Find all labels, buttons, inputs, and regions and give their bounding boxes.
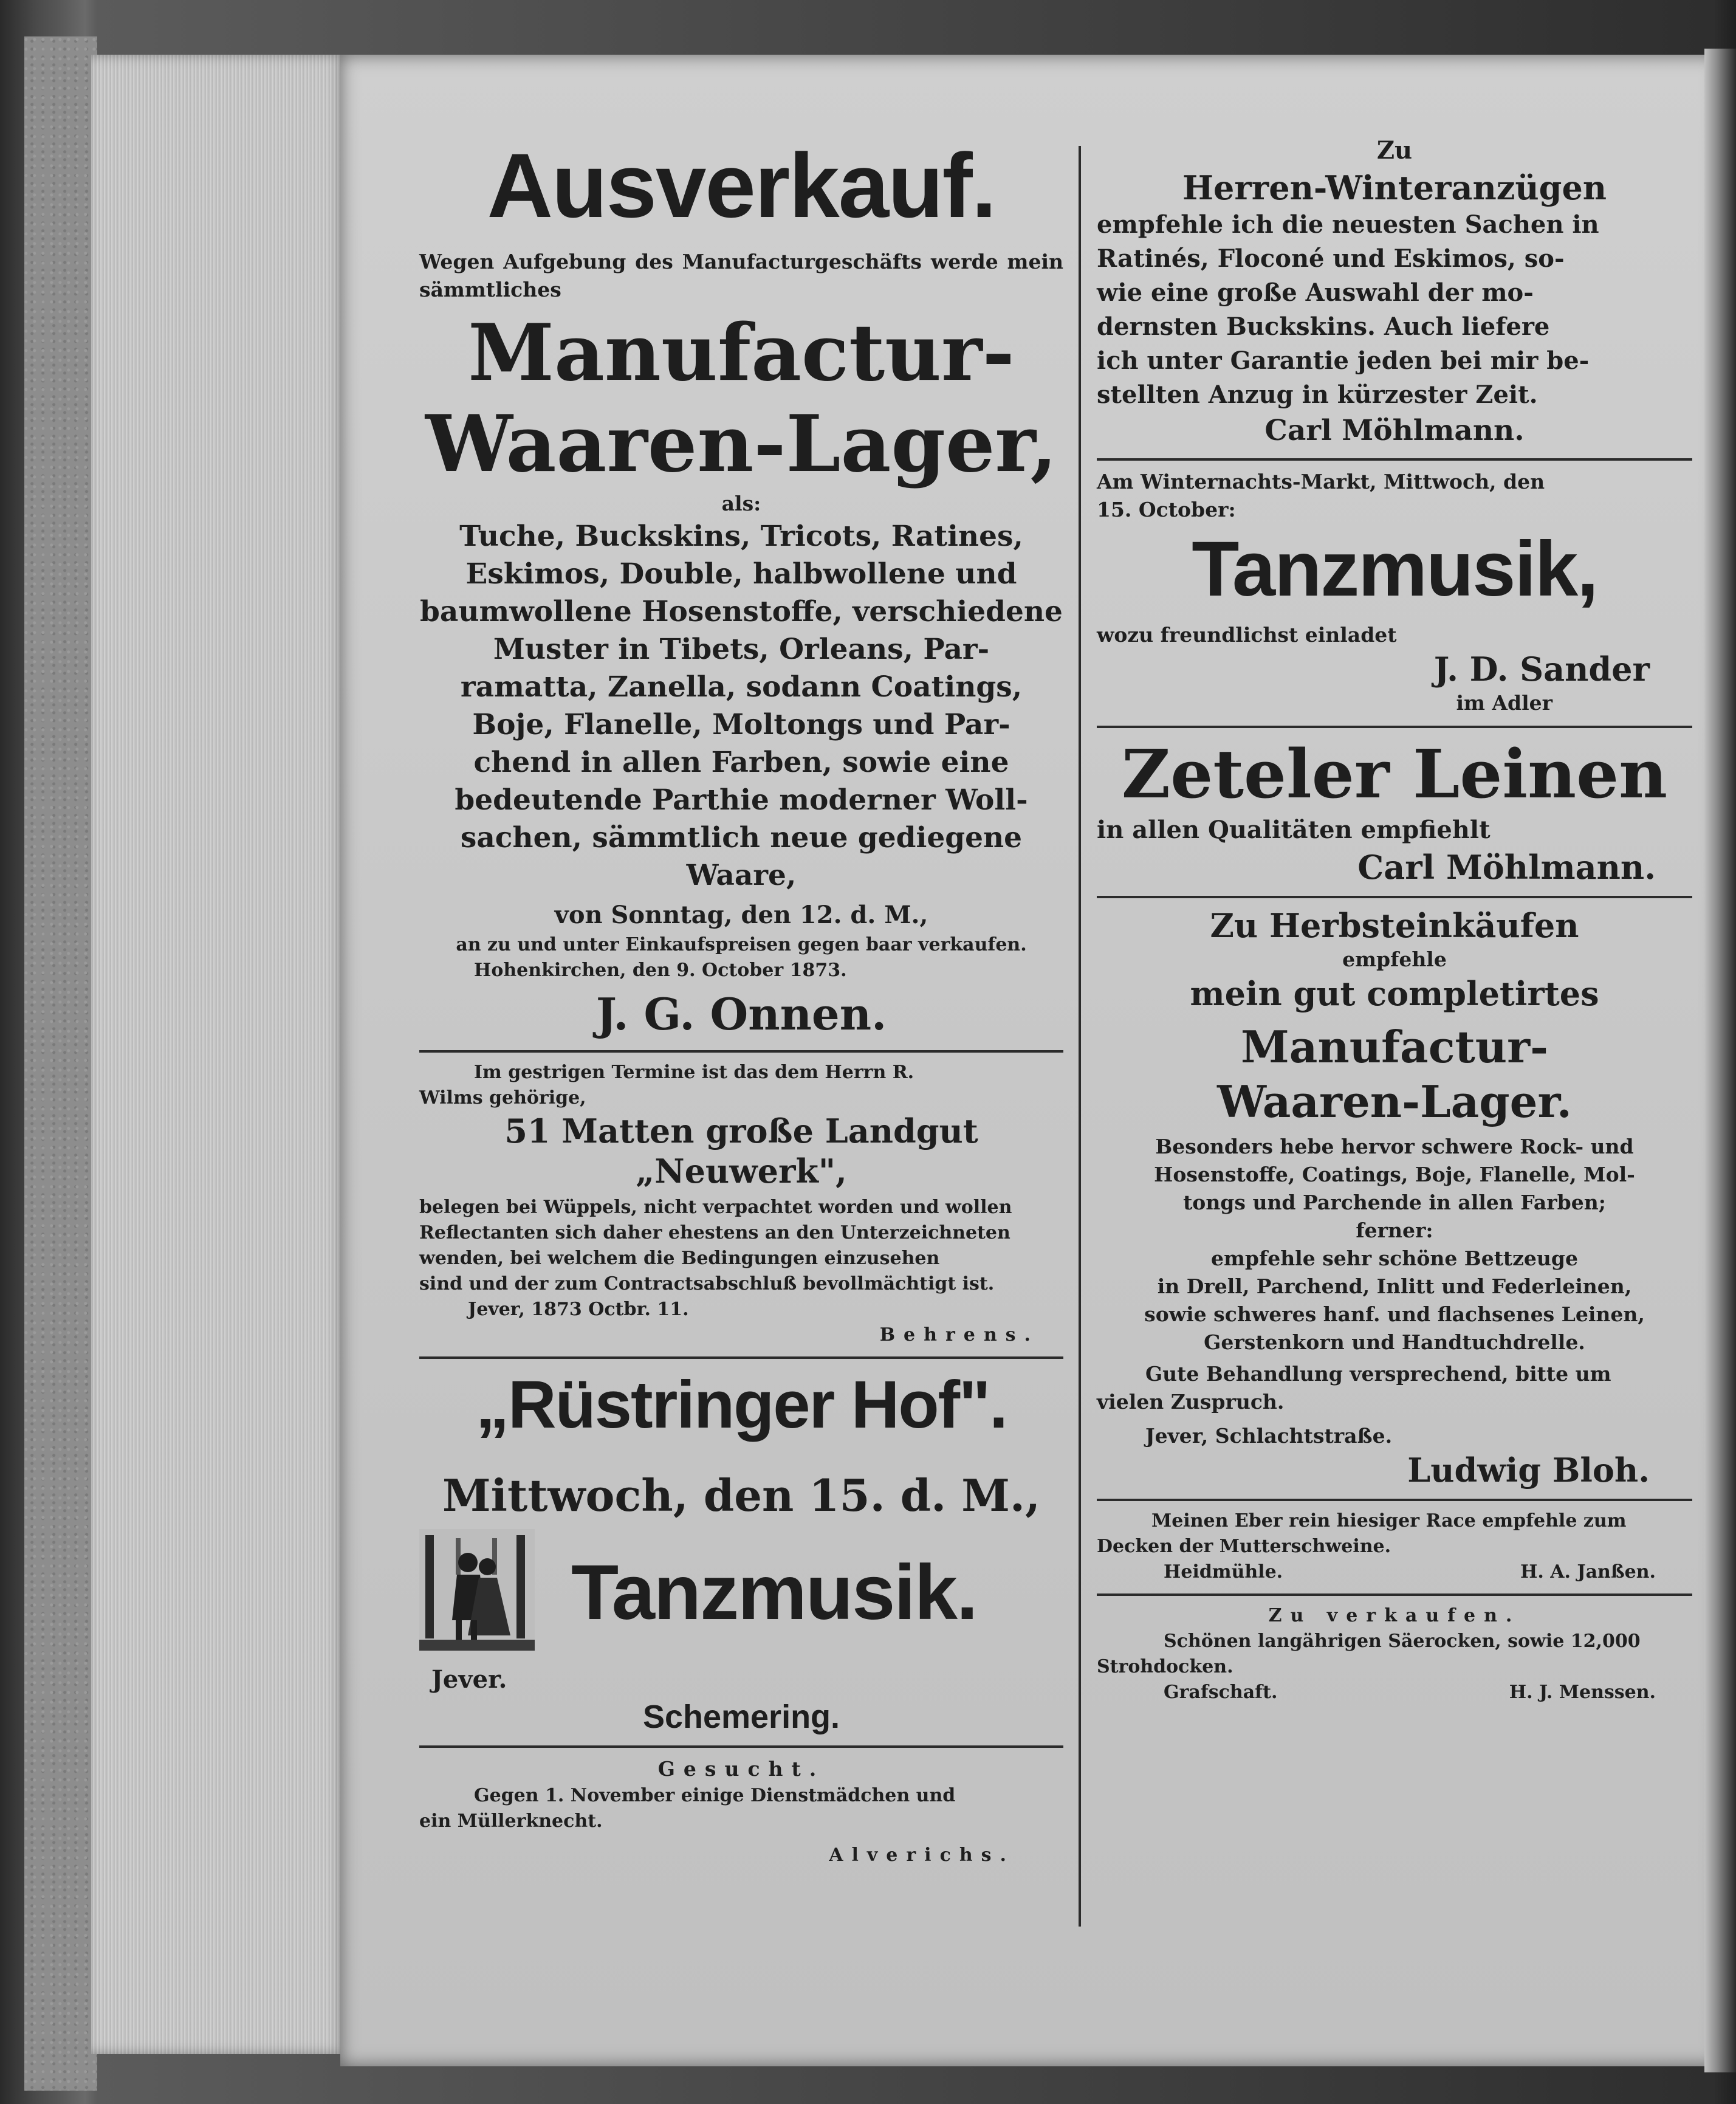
ad-place-date: Jever, 1873 Octbr. 11.	[468, 1299, 689, 1320]
ad-body-2	[1097, 1245, 1692, 1356]
ad-landgut	[419, 1060, 1063, 1348]
ad-heading: Gesucht.	[657, 1757, 825, 1781]
ad-body	[419, 1195, 1063, 1297]
ad-title-line2: Waaren-Lager,	[425, 399, 1058, 490]
ad-location: im Adler	[1456, 691, 1552, 715]
ad-separator	[1097, 726, 1692, 728]
ad-event: Tanzmusik,	[1192, 526, 1597, 613]
ad-invite: wozu freundlichst einladet	[1097, 623, 1397, 647]
ad-estate-name: „Neuwerk",	[636, 1152, 847, 1191]
body-line: Waare,	[686, 859, 797, 892]
ad-title: Zeteler Leinen	[1121, 735, 1668, 813]
body-line: Hosenstoffe, Coatings, Boje, Flanelle, Mol-	[1154, 1163, 1635, 1186]
ad-title: Zu Herbsteinkäufen	[1210, 906, 1579, 945]
ad-separator	[1097, 1593, 1692, 1596]
ad-intro	[419, 1060, 1063, 1111]
ad-ferner: ferner:	[1356, 1219, 1433, 1242]
ad-title: Herren-Winteranzügen	[1182, 168, 1607, 207]
ad-headline: 51 Matten große Landgut	[504, 1112, 978, 1150]
ad-ausverkauf	[419, 134, 1063, 1042]
ad-pre: Zu	[1376, 136, 1413, 165]
body-line: Strohdocken.	[1097, 1656, 1233, 1677]
closing-line: Gute Behandlung versprechend, bitte um	[1145, 1362, 1611, 1386]
ad-signature: Ludwig Bloh.	[1407, 1451, 1650, 1490]
ad-signature: H. A. Janßen.	[1520, 1561, 1656, 1583]
body-line: baumwollene Hosenstoffe, verschiedene	[420, 595, 1063, 628]
ad-separator	[419, 1050, 1063, 1053]
body-line: tongs und Parchende in allen Farben;	[1183, 1191, 1606, 1214]
body-line: stellten Anzug in kürzester Zeit.	[1097, 380, 1538, 409]
intro-line: Am Winternachts-Markt, Mittwoch, den	[1097, 470, 1545, 493]
ad-separator	[419, 1745, 1063, 1748]
ad-zu-verkaufen	[1097, 1603, 1692, 1705]
body-line: Eskimos, Double, halbwollene und	[465, 557, 1017, 591]
ad-footer	[1097, 1680, 1692, 1705]
ad-heading: Ausverkauf.	[487, 134, 996, 236]
body-line: empfehle sehr schöne Bettzeuge	[1211, 1246, 1578, 1270]
body-line: belegen bei Wüppels, nicht verpachtet worden und wollen	[419, 1197, 1012, 1218]
body-line: chend in allen Farben, sowie eine	[473, 746, 1009, 779]
ad-separator	[1097, 458, 1692, 461]
ad-body	[419, 1783, 1063, 1834]
ad-title-line2: Waaren-Lager.	[1217, 1076, 1572, 1127]
event-row	[419, 1529, 1063, 1663]
ad-ruestringer-hof	[419, 1366, 1063, 1737]
ad-sale-line: an zu und unter Einkaufspreisen gegen baar verkaufen.	[456, 934, 1027, 955]
ad-signature: Alverichs.	[829, 1844, 1015, 1866]
ad-herren-winteranzuege	[1097, 134, 1692, 450]
body-line: ich unter Garantie jeden bei mir be-	[1097, 346, 1590, 375]
book-page-edges	[91, 55, 346, 2054]
ad-gesucht	[419, 1755, 1063, 1868]
ad-place: Jever, Schlachtstraße.	[1145, 1424, 1393, 1448]
body-line: Gegen 1. November einige Dienstmädchen und	[474, 1785, 956, 1806]
body-line: Muster in Tibets, Orleans, Par-	[493, 633, 990, 666]
ad-body	[1097, 208, 1692, 412]
ad-signature: Behrens.	[879, 1324, 1039, 1346]
ad-place: Jever.	[431, 1665, 507, 1694]
body-line: bedeutende Parthie moderner Woll-	[455, 783, 1028, 817]
body-line: Boje, Flanelle, Moltongs und Par-	[472, 708, 1010, 741]
ad-body	[419, 518, 1063, 895]
intro-line: Wilms gehörige,	[419, 1087, 586, 1109]
body-line: wenden, bei welchem die Bedingungen einzusehen	[419, 1248, 940, 1269]
body-line: Gerstenkorn und Handtuchdrelle.	[1204, 1330, 1585, 1354]
ad-intro: Wegen Aufgebung des Manufacturgeschäfts werde mein sämmtliches	[419, 250, 1063, 301]
ad-signature: J. G. Onnen.	[595, 988, 887, 1040]
ad-separator	[419, 1356, 1063, 1359]
ad-place: Grafschaft.	[1164, 1682, 1278, 1703]
left-column	[419, 85, 1063, 1868]
dancing-couple-woodcut-icon	[419, 1529, 535, 1651]
ad-signature: Carl Möhlmann.	[1264, 414, 1525, 447]
body-line: sind und der zum Contractsabschluß bevollmächtigt ist.	[419, 1273, 995, 1294]
ad-herbsteinkaeufe	[1097, 906, 1692, 1490]
ad-subtitle: mein gut completirtes	[1190, 974, 1599, 1013]
body-line: Meinen Eber rein hiesiger Race empfehle zum	[1151, 1510, 1627, 1532]
body-line: ein Müllerknecht.	[419, 1810, 603, 1832]
closing-line: vielen Zuspruch.	[1097, 1390, 1285, 1414]
ad-footer	[1097, 1559, 1692, 1585]
ad-heading: Zu verkaufen.	[1268, 1605, 1521, 1626]
ad-date: Mittwoch, den 15. d. M.,	[442, 1470, 1041, 1521]
body-line: dernsten Buckskins. Auch liefere	[1097, 312, 1550, 341]
ad-signature: Carl Möhlmann.	[1357, 848, 1656, 887]
body-line: empfehle ich die neuesten Sachen in	[1097, 210, 1599, 239]
ad-body: in allen Qualitäten empfiehlt	[1097, 816, 1491, 844]
intro-line: Im gestrigen Termine ist das dem Herrn R.	[474, 1062, 914, 1083]
ad-signature: H. J. Menssen.	[1509, 1682, 1656, 1703]
ad-signature: J. D. Sander	[1433, 650, 1650, 689]
ad-intro	[1097, 468, 1692, 524]
ad-closing	[1097, 1360, 1692, 1416]
ad-body	[1097, 1508, 1692, 1559]
body-line: sowie schweres hanf. und flachsenes Leinen,	[1144, 1302, 1645, 1326]
body-line: sachen, sämmtlich neue gediegene	[460, 821, 1023, 854]
ad-place: Heidmühle.	[1164, 1561, 1283, 1583]
ad-title-line1: Manufactur-	[1241, 1021, 1548, 1073]
ad-event: Tanzmusik.	[571, 1549, 977, 1636]
ad-separator	[1097, 896, 1692, 898]
ad-als: als:	[721, 492, 761, 515]
ad-date-line: von Sonntag, den 12. d. M.,	[554, 901, 928, 929]
column-divider	[1079, 146, 1081, 1927]
body-line: Tuche, Buckskins, Tricots, Ratines,	[459, 520, 1023, 553]
ad-body	[1097, 1133, 1692, 1217]
ad-title-line1: Manufactur-	[468, 308, 1015, 399]
ad-place-date: Hohenkirchen, den 9. October 1873.	[474, 960, 847, 981]
ad-title: „Rüstringer Hof".	[476, 1367, 1007, 1442]
body-line: ramatta, Zanella, sodann Coatings,	[460, 670, 1023, 704]
body-line: Besonders hebe hervor schwere Rock- und	[1155, 1135, 1634, 1158]
ad-empfehle: empfehle	[1342, 947, 1447, 971]
ad-signature: Schemering.	[642, 1699, 840, 1735]
body-line: Ratinés, Floconé und Eskimos, so-	[1097, 244, 1565, 273]
right-column	[1097, 85, 1692, 1705]
book-cover-edge	[24, 36, 97, 2091]
body-line: in Drell, Parchend, Inlitt und Federleinen,	[1157, 1274, 1632, 1298]
body-line: wie eine große Auswahl der mo-	[1097, 278, 1534, 307]
page-right-edge	[1704, 49, 1736, 2072]
body-line: Reflectanten sich daher ehestens an den Unterzeichneten	[419, 1222, 1010, 1243]
intro-line: 15. October:	[1097, 498, 1236, 521]
ad-separator	[1097, 1499, 1692, 1501]
ad-eber	[1097, 1508, 1692, 1585]
ad-zeteler-leinen	[1097, 735, 1692, 887]
ad-body	[1097, 1629, 1692, 1680]
body-line: Schönen langährigen Säerocken, sowie 12,000	[1164, 1631, 1641, 1652]
ad-tanzmusik-sander	[1097, 468, 1692, 717]
body-line: Decken der Mutterschweine.	[1097, 1536, 1391, 1557]
